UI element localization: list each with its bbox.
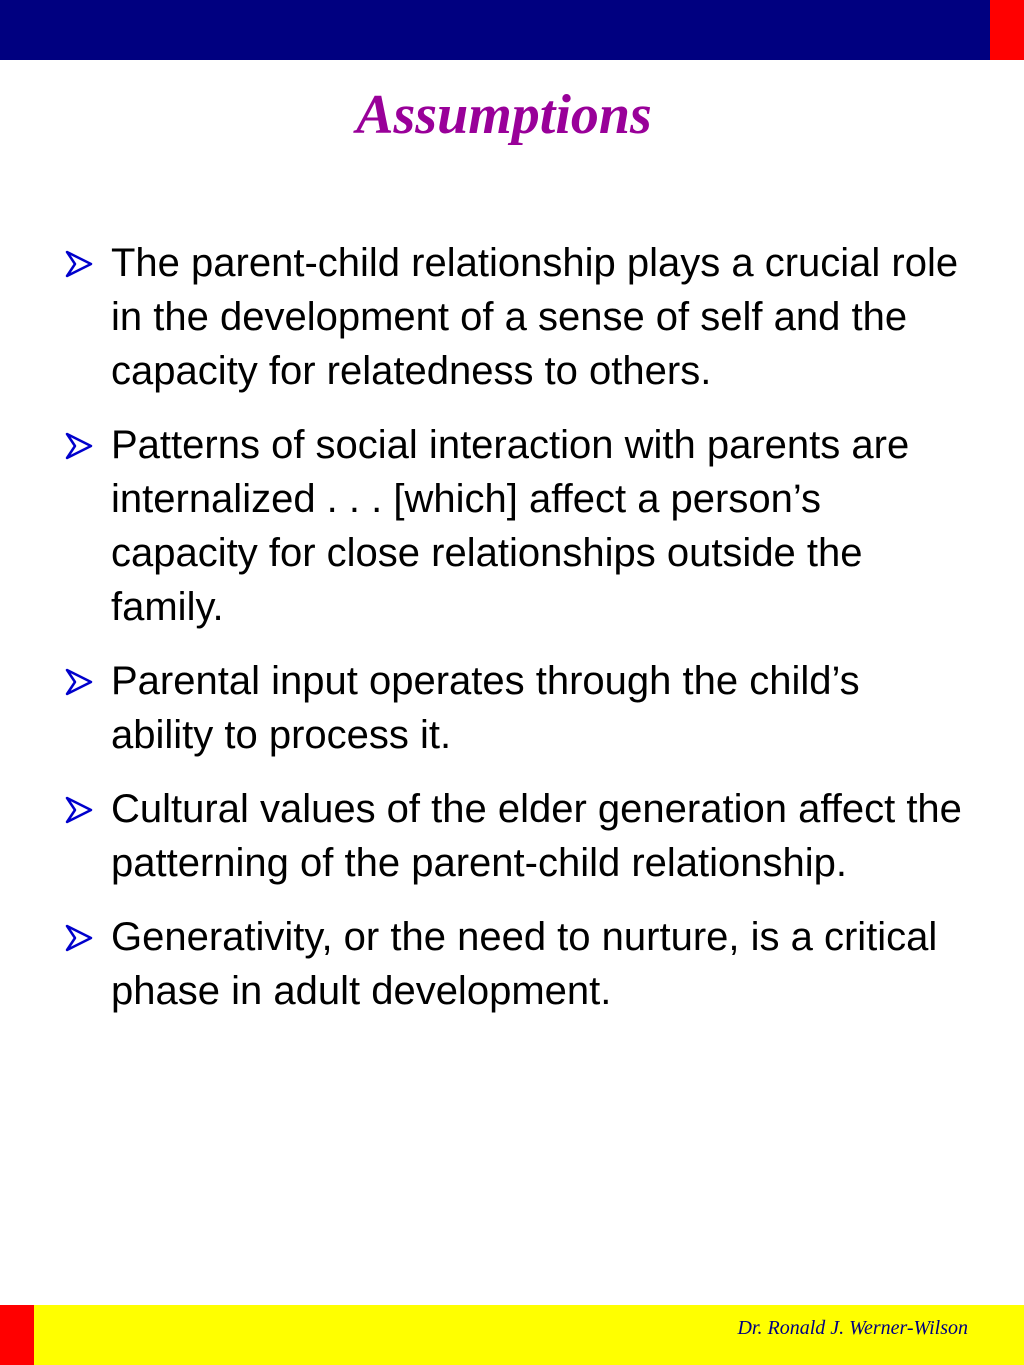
arrow-bullet-icon: [64, 795, 94, 825]
bullet-text: Cultural values of the elder generation affect the patterning of the parent-child relationship.: [111, 787, 962, 885]
bullet-text: The parent-child relationship plays a crucial role in the development of a sense of self and the capacity for relatedness to others.: [111, 241, 959, 393]
bullet-item: [64, 654, 964, 762]
bullet-item: [64, 782, 964, 890]
top-header-band: [0, 0, 990, 60]
bullet-item: [64, 236, 964, 398]
arrow-bullet-icon: [64, 249, 94, 279]
arrow-bullet-icon: [64, 667, 94, 697]
bullet-item: [64, 910, 964, 1018]
bottom-left-accent: [0, 1305, 34, 1365]
arrow-bullet-icon: [64, 431, 94, 461]
footer-author: Dr. Ronald J. Werner-Wilson: [737, 1317, 968, 1339]
top-right-accent: [990, 0, 1024, 60]
bullet-item: [64, 418, 964, 634]
bullet-list: [64, 236, 964, 1038]
bullet-text: Parental input operates through the child’s ability to process it.: [111, 659, 860, 757]
bullet-text: Patterns of social interaction with parents are internalized . . . [which] affect a person’s capacity for close relationships outside the family.: [111, 423, 910, 629]
slide-title: Assumptions: [356, 84, 652, 146]
bullet-text: Generativity, or the need to nurture, is a critical phase in adult development.: [111, 915, 938, 1013]
arrow-bullet-icon: [64, 923, 94, 953]
